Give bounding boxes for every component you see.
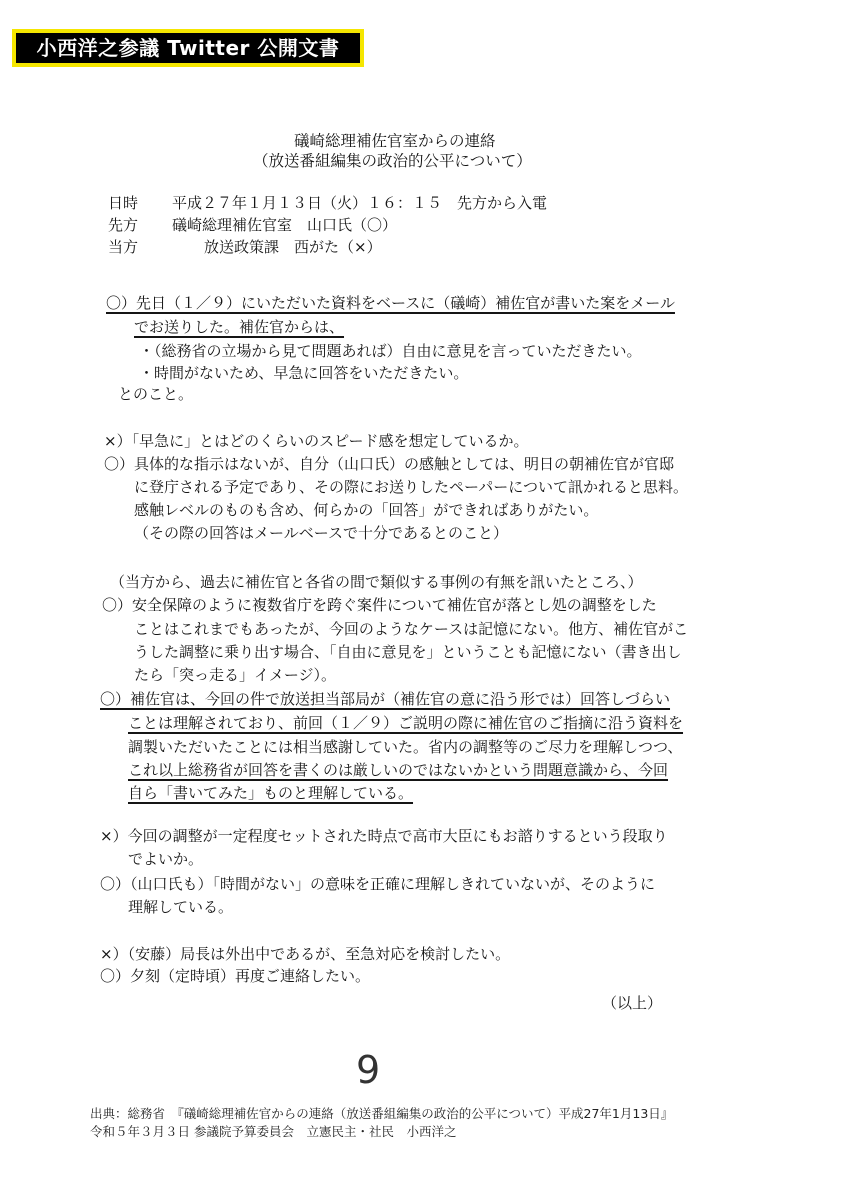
body-line: 調製いただいたことには相当感謝していた。省内の調整等のご尽力を理解しつつ、	[128, 738, 683, 756]
body-line: 自ら「書いてみた」ものと理解している。	[128, 784, 414, 802]
body-line: ×）（安藤）局長は外出中であるが、至急対応を検討したい。	[100, 945, 511, 963]
body-line: 〇）夕刻（定時頃）再度ご連絡したい。	[100, 967, 371, 985]
body-line: ×）「早急に」とはどのくらいのスピード感を想定しているか。	[104, 432, 529, 450]
body-line: ことはこれまでもあったが、今回のようなケースは記憶にない。他方、補佐官がこ	[134, 620, 689, 638]
body-line: たら「突っ走る」イメージ）。	[134, 666, 337, 684]
body-line: でお送りした。補佐官からは、	[134, 318, 345, 336]
page-number: 9	[356, 1048, 381, 1092]
body-line: ・時間がないため、早急に回答をいただきたい。	[139, 364, 469, 382]
body-line: 感触レベルのものも含め、何らかの「回答」ができればありがたい。	[134, 501, 599, 519]
meta-value-caller: 礒崎総理補佐官室 山口氏（〇）	[172, 216, 398, 234]
meta-label-receiver: 当方	[108, 238, 139, 256]
body-line: 〇）補佐官は、今回の件で放送担当部局が（補佐官の意に沿う形では）回答しづらい	[100, 690, 671, 708]
doc-title: 礒崎総理補佐官室からの連絡	[294, 132, 496, 150]
body-line: に登庁される予定であり、その際にお送りしたペーパーについて訊かれると思料。	[134, 478, 688, 496]
body-line: （当方から、過去に補佐官と各省の間で類似する事例の有無を訊いたところ、）	[110, 573, 643, 591]
meta-label-caller: 先方	[108, 216, 139, 234]
body-line: 〇）（山口氏も）「時間がない」の意味を正確に理解しきれていないが、そのように	[100, 875, 656, 893]
body-line: 〇）安全保障のように複数省庁を跨ぐ案件について補佐官が落とし処の調整をした	[102, 596, 657, 614]
body-line: 理解している。	[128, 898, 234, 916]
source-citation: 出典：総務省 『礒崎総理補佐官からの連絡（放送番組編集の政治的公平について）平成27年1月13日』	[90, 1106, 674, 1121]
badge-label: 小西洋之参議 Twitter 公開文書	[16, 33, 360, 63]
closing-note: （以上）	[602, 994, 663, 1012]
body-line: ことは理解されており、前回（１／９）ご説明の際に補佐官のご指摘に沿う資料を	[128, 714, 684, 732]
body-line: とのこと。	[118, 385, 194, 403]
meta-label-datetime: 日時	[108, 194, 139, 212]
meta-value-datetime: 平成２７年１月１３日（火）１６：１５ 先方から入電	[172, 194, 548, 212]
body-line: ×）今回の調整が一定程度セットされた時点で高市大臣にもお諮りするという段取り	[100, 827, 668, 845]
body-line: でよいか。	[128, 850, 204, 868]
body-line: これ以上総務省が回答を書くのは厳しいのではないかという問題意識から、今回	[128, 761, 669, 779]
body-line: 〇）具体的な指示はないが、自分（山口氏）の感触としては、明日の朝補佐官が官邸	[104, 455, 675, 473]
meta-value-receiver: 放送政策課 西がた（×）	[204, 238, 382, 256]
body-line: ・（総務省の立場から見て問題あれば）自由に意見を言っていただきたい。	[139, 342, 642, 360]
doc-subtitle: （放送番組編集の政治的公平について）	[253, 152, 532, 170]
body-line: （その際の回答はメールベースで十分であるとのこと）	[134, 524, 508, 542]
body-line: 〇）先日（１／９）にいただいた資料をベースに（礒崎）補佐官が書いた案をメール	[106, 294, 675, 312]
source-attribution: 令和５年３月３日 参議院予算委員会 立憲民主・社民 小西洋之	[90, 1124, 457, 1139]
body-line: うした調整に乗り出す場合、「自由に意見を」ということも記憶にない（書き出し	[134, 643, 682, 661]
